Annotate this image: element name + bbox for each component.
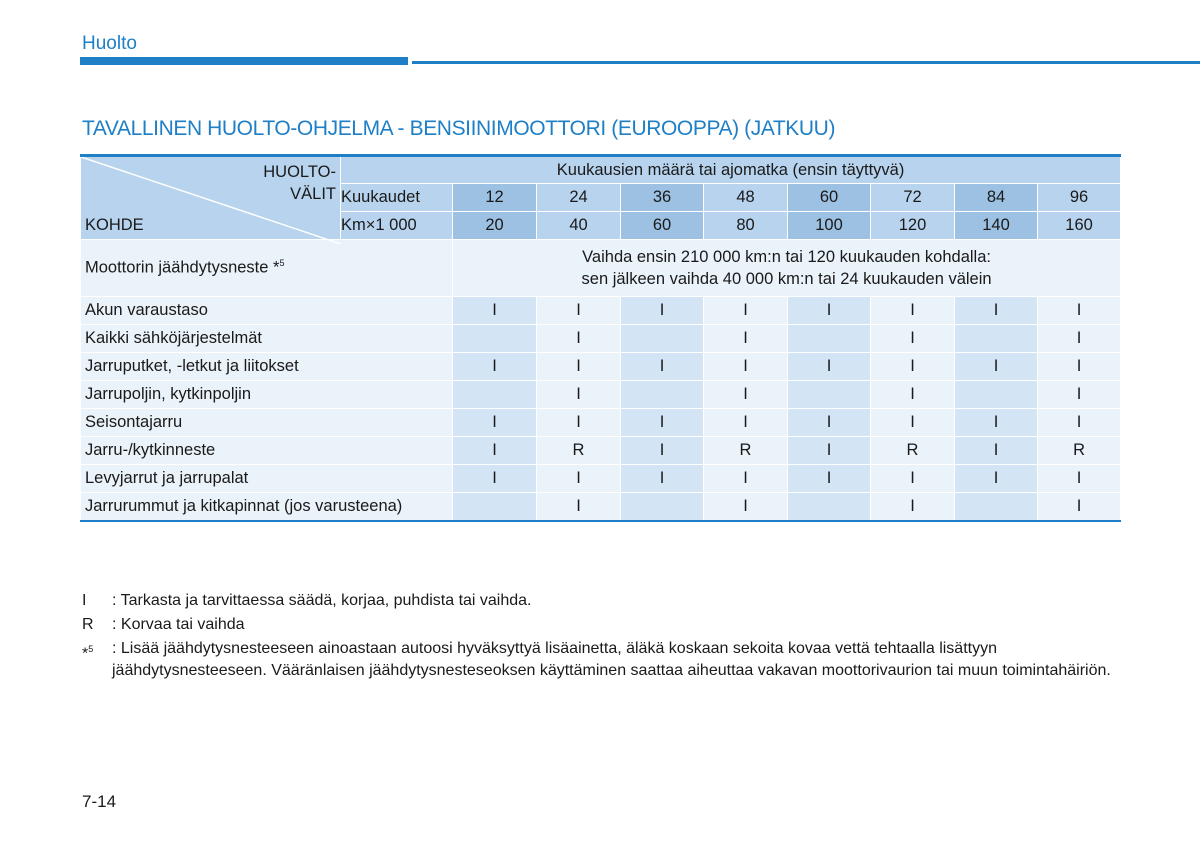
- row-value: I: [955, 409, 1038, 437]
- row-value: I: [453, 465, 537, 493]
- section-label: Huolto: [82, 33, 137, 54]
- row-value: [621, 493, 704, 521]
- row-item: Jarru-/kytkinneste: [81, 437, 453, 465]
- row-value: I: [537, 409, 621, 437]
- km-value: 60: [621, 212, 704, 240]
- row-value: I: [955, 353, 1038, 381]
- months-value: 12: [453, 184, 537, 212]
- row-value: I: [621, 353, 704, 381]
- row-item: Seisontajarru: [81, 409, 453, 437]
- row-value: I: [1038, 325, 1121, 353]
- row-value: I: [537, 381, 621, 409]
- row-value: R: [704, 437, 788, 465]
- months-value: 36: [621, 184, 704, 212]
- coolant-item: Moottorin jäähdytysneste *$^5$: [81, 240, 453, 297]
- row-value: I: [453, 437, 537, 465]
- row-value: [788, 381, 871, 409]
- page-title: TAVALLINEN HUOLTO-OHJELMA - BENSIINIMOOTTORI (EUROOPPA) (JATKUU): [82, 117, 836, 140]
- row-value: R: [1038, 437, 1121, 465]
- row-value: I: [1038, 493, 1121, 521]
- row-value: I: [871, 297, 955, 325]
- table-row: [81, 353, 1121, 381]
- row-value: I: [453, 409, 537, 437]
- row-value: [955, 381, 1038, 409]
- header-rule: [412, 61, 1200, 64]
- table-row: [81, 437, 1121, 465]
- row-value: I: [871, 493, 955, 521]
- row-value: I: [871, 465, 955, 493]
- page-number: 7-14: [82, 792, 117, 811]
- months-value: 96: [1038, 184, 1121, 212]
- row-value: I: [955, 297, 1038, 325]
- row-value: I: [704, 297, 788, 325]
- row-value: I: [704, 353, 788, 381]
- table-row: [81, 297, 1121, 325]
- row-value: I: [704, 409, 788, 437]
- row-value: I: [621, 297, 704, 325]
- table-row: [81, 381, 1121, 409]
- row-value: I: [1038, 381, 1121, 409]
- row-value: I: [621, 465, 704, 493]
- row-value: I: [955, 465, 1038, 493]
- table-row: [81, 465, 1121, 493]
- maintenance-table: [80, 154, 1121, 522]
- row-value: [788, 493, 871, 521]
- months-value: 24: [537, 184, 621, 212]
- row-value: I: [453, 353, 537, 381]
- km-value: 40: [537, 212, 621, 240]
- row-item: Akun varaustaso: [81, 297, 453, 325]
- header-bar: [80, 57, 408, 65]
- table-row: [81, 493, 1121, 521]
- km-label: Km×1 000: [341, 212, 453, 240]
- row-value: I: [871, 325, 955, 353]
- row-value: R: [871, 437, 955, 465]
- row-value: I: [704, 325, 788, 353]
- row-value: I: [537, 465, 621, 493]
- interval-span-header: Kuukausien määrä tai ajomatka (ensin täyttyvä): [341, 156, 1121, 184]
- row-item: Jarruputket, -letkut ja liitokset: [81, 353, 453, 381]
- row-item: Jarrupoljin, kytkinpoljin: [81, 381, 453, 409]
- row-value: [955, 493, 1038, 521]
- row-item: Levyjarrut ja jarrupalat: [81, 465, 453, 493]
- row-value: I: [1038, 297, 1121, 325]
- months-value: 72: [871, 184, 955, 212]
- note-replace: R : Korvaa tai vaihda: [82, 616, 245, 633]
- row-value: I: [1038, 409, 1121, 437]
- note-coolant: *$^5$ : Lisää jäähdytysnesteeseen ainoastaan autoosi hyväksyttyä lisäainetta, äläkä koskaan sekoita kovaa vettä tehtaalla lisättyyn jäähdytysnesteeseen. Vääränlaisen jäähdytysnesteseoksen käyttäminen saattaa aiheuttaa vakavan moottorivaurion tai muun toimintahäiriön.: [82, 640, 1111, 679]
- km-value: 80: [704, 212, 788, 240]
- row-value: I: [704, 465, 788, 493]
- months-value: 60: [788, 184, 871, 212]
- interval-label: HUOLTO- VÄLIT: [263, 163, 336, 203]
- row-value: I: [621, 409, 704, 437]
- legend-notes: [82, 590, 1122, 682]
- row-value: I: [537, 297, 621, 325]
- months-label: Kuukaudet: [341, 184, 453, 212]
- km-value: 140: [955, 212, 1038, 240]
- table-row: [81, 325, 1121, 353]
- row-value: I: [704, 381, 788, 409]
- row-value: I: [704, 493, 788, 521]
- months-value: 84: [955, 184, 1038, 212]
- row-value: I: [788, 353, 871, 381]
- table-row: [81, 409, 1121, 437]
- row-value: [621, 381, 704, 409]
- row-value: I: [788, 297, 871, 325]
- row-value: I: [955, 437, 1038, 465]
- row-value: I: [871, 353, 955, 381]
- corner-header-cell: [81, 156, 341, 240]
- item-label: KOHDE: [85, 216, 144, 234]
- months-value: 48: [704, 184, 788, 212]
- km-value: 20: [453, 212, 537, 240]
- row-value: I: [1038, 353, 1121, 381]
- row-value: R: [537, 437, 621, 465]
- km-value: 160: [1038, 212, 1121, 240]
- note-inspect: I : Tarkasta ja tarvittaessa säädä, korjaa, puhdista tai vaihda.: [82, 592, 532, 609]
- row-value: [955, 325, 1038, 353]
- row-value: I: [788, 437, 871, 465]
- row-value: I: [788, 409, 871, 437]
- row-value: [453, 381, 537, 409]
- row-item: Jarrurummut ja kitkapinnat (jos varusteena): [81, 493, 453, 521]
- row-value: [788, 325, 871, 353]
- row-value: I: [621, 437, 704, 465]
- row-value: [453, 493, 537, 521]
- row-value: I: [453, 297, 537, 325]
- row-value: I: [537, 353, 621, 381]
- row-value: I: [537, 493, 621, 521]
- coolant-note: Vaihda ensin 210 000 km:n tai 120 kuukauden kohdalla: sen jälkeen vaihda 40 000 km:n tai 24 kuukauden välein: [453, 240, 1121, 297]
- row-value: I: [537, 325, 621, 353]
- row-value: [453, 325, 537, 353]
- row-value: I: [788, 465, 871, 493]
- row-value: [621, 325, 704, 353]
- km-value: 120: [871, 212, 955, 240]
- row-value: I: [871, 381, 955, 409]
- row-item: Kaikki sähköjärjestelmät: [81, 325, 453, 353]
- km-value: 100: [788, 212, 871, 240]
- row-value: I: [871, 409, 955, 437]
- row-value: I: [1038, 465, 1121, 493]
